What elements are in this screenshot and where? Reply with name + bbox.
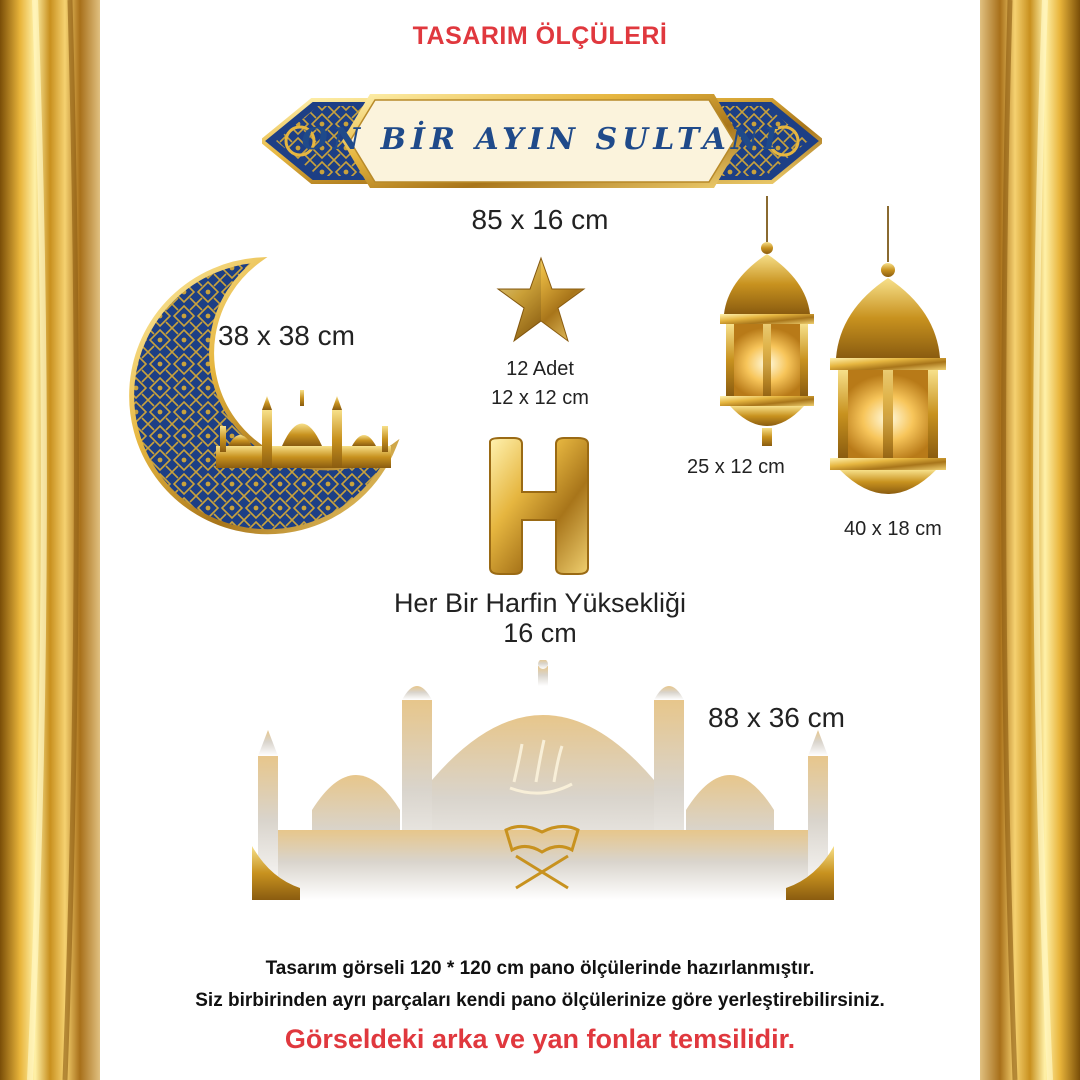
large-lantern-size-label: 40 x 18 cm <box>844 518 942 540</box>
star-size-label: 12 x 12 cm <box>491 387 589 409</box>
star-icon <box>496 256 586 344</box>
star-count-label: 12 Adet <box>506 358 574 380</box>
large-lantern-icon <box>826 206 950 518</box>
letter-h-icon <box>486 436 592 576</box>
footer-disclaimer: Görseldeki arka ve yan fonlar temsilidir. <box>284 1024 796 1054</box>
right-curtain <box>980 0 1080 1080</box>
crescent-moon-icon <box>124 256 404 538</box>
banner-text: ON BİR AYIN SULTANI <box>301 122 783 157</box>
small-lantern-size-label: 25 x 12 cm <box>687 456 785 478</box>
small-lantern-icon <box>712 196 822 448</box>
footer-note-1: Tasarım görseli 120 * 120 cm pano ölçülerinde hazırlanmıştır. <box>265 958 815 979</box>
moon-size-label: 38 x 38 cm <box>218 320 355 351</box>
mosque-silhouette-icon <box>252 660 834 900</box>
banner-size-label: 85 x 16 cm <box>471 204 609 235</box>
footer-note-2: Siz birbirinden ayrı parçaları kendi pano ölçülerinize göre yerleştirebilirsiniz. <box>195 990 885 1011</box>
letter-sample <box>486 436 592 576</box>
letter-size-label: 16 cm <box>503 618 577 648</box>
left-curtain <box>0 0 100 1080</box>
page-title: TASARIM ÖLÇÜLERİ <box>412 22 668 50</box>
letter-caption: Her Bir Harfin Yüksekliği <box>393 588 687 618</box>
mosque-size-label: 88 x 36 cm <box>708 702 845 733</box>
